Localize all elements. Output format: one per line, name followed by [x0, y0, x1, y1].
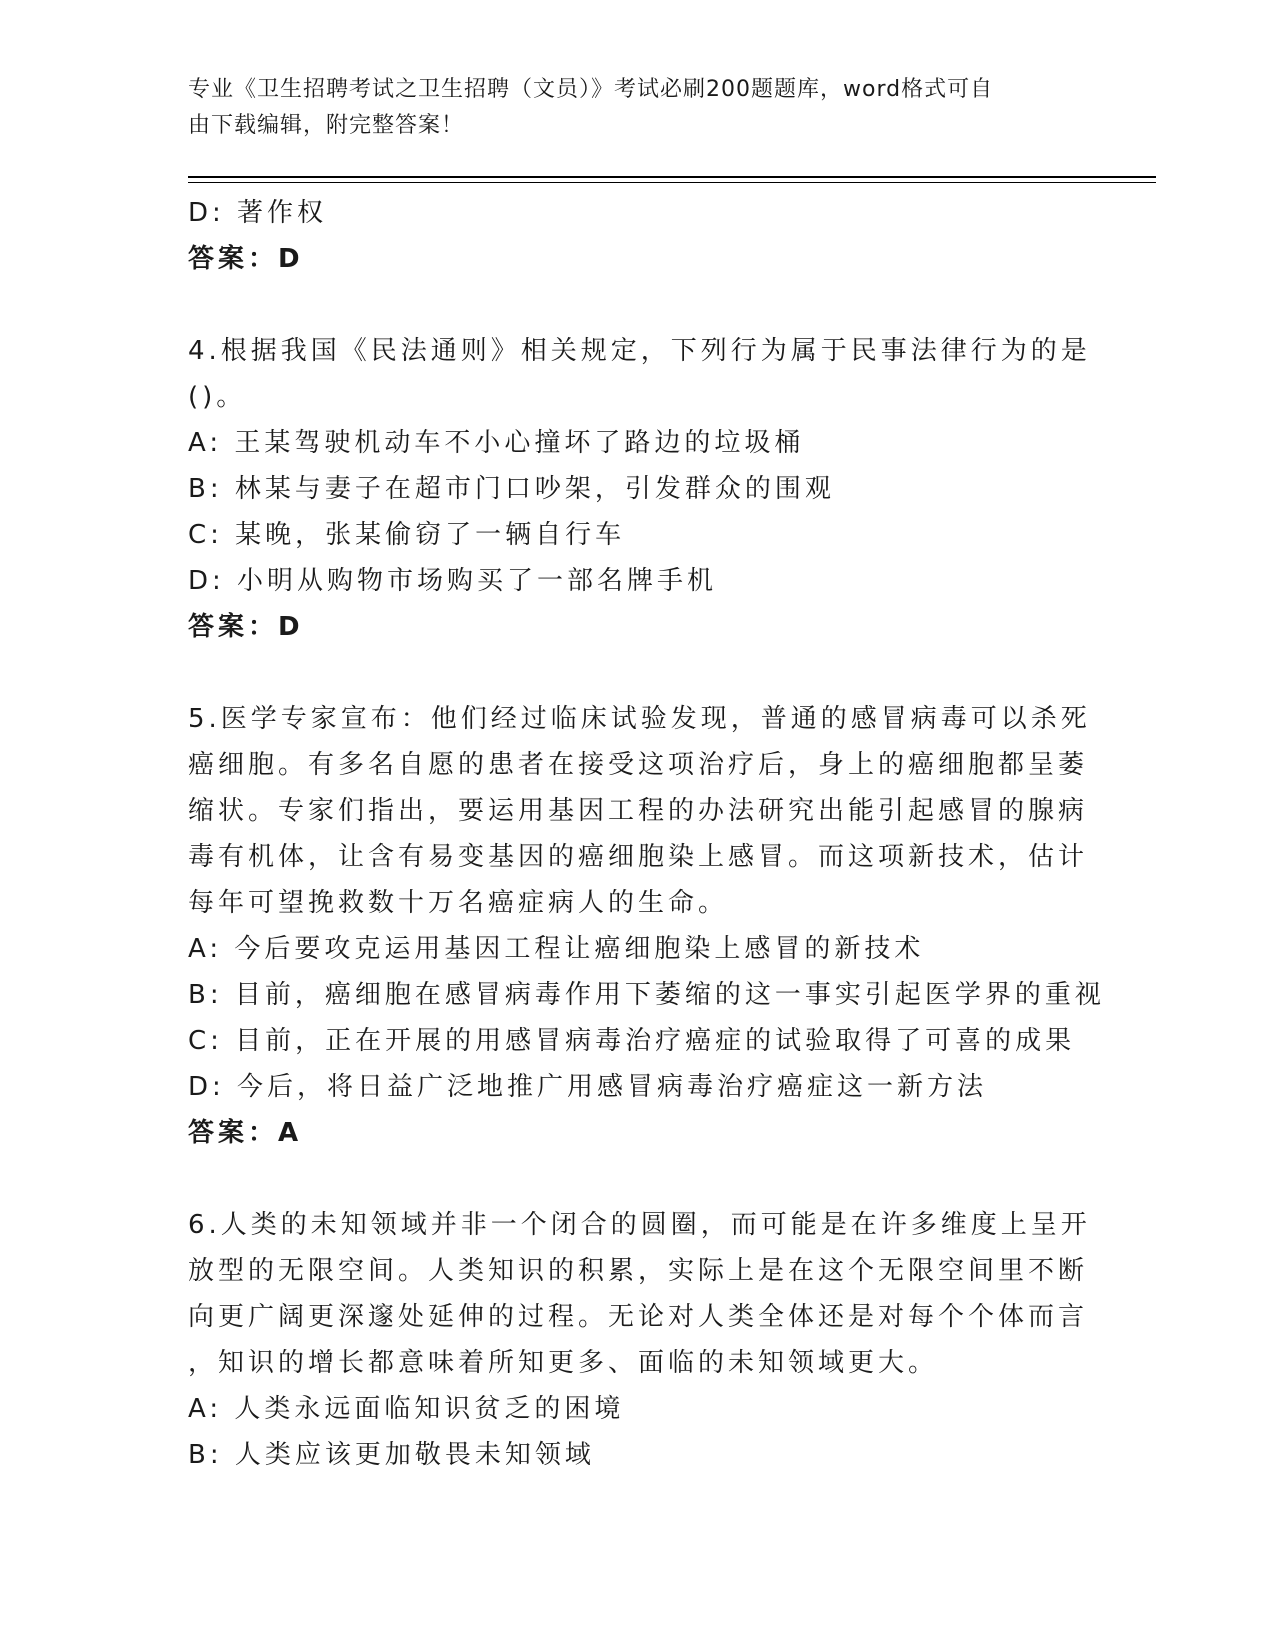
option-d: D: 著作权 [188, 198, 328, 228]
option-b: B: 林某与妻子在超市门口吵架，引发群众的围观 [188, 474, 835, 504]
option-d: D: 小明从购物市场购买了一部名牌手机 [188, 566, 718, 596]
option-c: C: 目前，正在开展的用感冒病毒治疗癌症的试验取得了可喜的成果 [188, 1026, 1076, 1056]
question-stem-line: 4.根据我国《民法通则》相关规定，下列行为属于民事法律行为的是 [188, 336, 1091, 366]
question-5 [188, 696, 1105, 1156]
question-stem-line: 缩状。专家们指出，要运用基因工程的办法研究出能引起感冒的腺病 [188, 796, 1089, 826]
option-d: D: 今后，将日益广泛地推广用感冒病毒治疗癌症这一新方法 [188, 1072, 988, 1102]
question-stem-line: 向更广阔更深邃处延伸的过程。无论对人类全体还是对每个个体而言 [188, 1302, 1089, 1332]
question-stem-line: 5.医学专家宣布：他们经过临床试验发现，普通的感冒病毒可以杀死 [188, 704, 1091, 734]
answer-label: 答案：D [188, 612, 304, 642]
question-6 [188, 1202, 1091, 1478]
spacer [188, 1156, 1088, 1202]
question-stem-line: ，知识的增长都意味着所知更多、面临的未知领域更大。 [188, 1348, 939, 1378]
option-b: B: 目前，癌细胞在感冒病毒作用下萎缩的这一事实引起医学界的重视 [188, 980, 1105, 1010]
option-b: B: 人类应该更加敬畏未知领域 [188, 1440, 595, 1470]
spacer [188, 650, 1088, 696]
question-stem-line: ()。 [188, 382, 247, 412]
spacer [188, 282, 1088, 328]
option-a: A: 王某驾驶机动车不小心撞坏了路边的垃圾桶 [188, 428, 805, 458]
option-a: A: 今后要攻克运用基因工程让癌细胞染上感冒的新技术 [188, 934, 925, 964]
question-4 [188, 328, 1091, 650]
question-stem-line: 癌细胞。有多名自愿的患者在接受这项治疗后，身上的癌细胞都呈萎 [188, 750, 1089, 780]
question-stem-line: 每年可望挽救数十万名癌症病人的生命。 [188, 888, 729, 918]
option-a: A: 人类永远面临知识贫乏的困境 [188, 1394, 625, 1424]
answer-label: 答案：D [188, 244, 304, 274]
answer-label: 答案：A [188, 1118, 303, 1148]
question-stem-line: 放型的无限空间。人类知识的积累，实际上是在这个无限空间里不断 [188, 1256, 1089, 1286]
question-3-tail [188, 190, 1088, 282]
document-header [188, 72, 1068, 144]
question-stem-line: 6.人类的未知领域并非一个闭合的圆圈，而可能是在许多维度上呈开 [188, 1210, 1091, 1240]
header-title-line-2: 由下载编辑，附完整答案！ [188, 113, 465, 138]
header-title-line-1: 专业《卫生招聘考试之卫生招聘（文员）》考试必刷200题题库，word格式可自 [188, 77, 994, 102]
option-c: C: 某晚，张某偷窃了一辆自行车 [188, 520, 626, 550]
header-divider-thin [188, 182, 1156, 183]
document-body [188, 190, 1105, 1478]
header-divider-thick [188, 176, 1156, 178]
question-stem-line: 毒有机体，让含有易变基因的癌细胞染上感冒。而这项新技术，估计 [188, 842, 1089, 872]
